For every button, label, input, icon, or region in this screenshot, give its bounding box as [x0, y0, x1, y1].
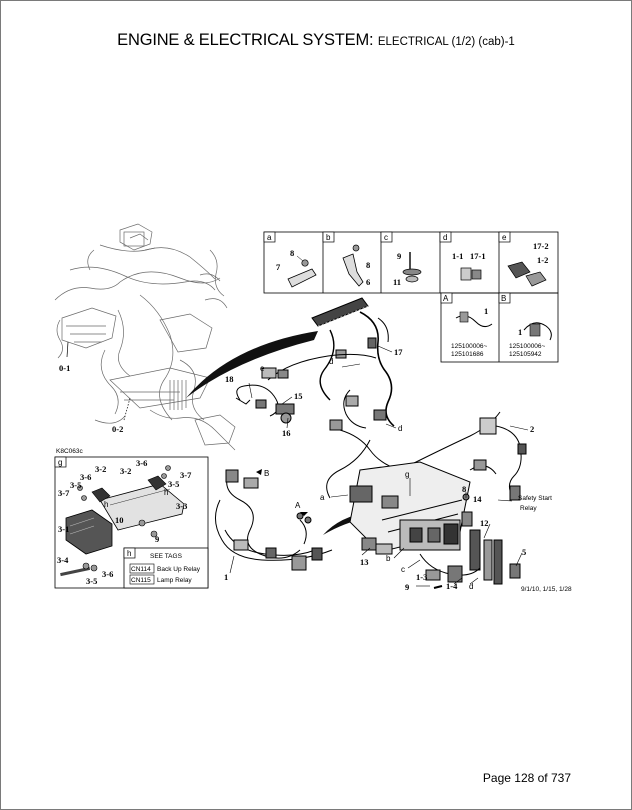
callout-2: 2: [530, 424, 535, 434]
callout-8: 8: [462, 484, 467, 494]
callout-engine-0-1: 0-1: [59, 363, 71, 373]
box-e-part-17-2: 17-2: [533, 241, 549, 251]
callout-1: 1: [224, 572, 229, 582]
box-g-part-3-6a: 3-6: [80, 472, 92, 482]
box-g-part-3-1: 3-1: [58, 524, 70, 534]
arrow-B: [256, 469, 262, 475]
box-g-part-3-3: 3-3: [176, 501, 188, 511]
page-number: Page 128 of 737: [482, 771, 571, 785]
serial-box-B-label: B: [501, 294, 507, 303]
callout-18: 18: [225, 374, 234, 384]
engine-overview: [55, 224, 235, 450]
tag-text-back-up-relay: Back Up Relay: [157, 566, 200, 573]
box-d-part-1-1: 1-1: [452, 251, 464, 261]
box-g-part-3-5b: 3-5: [168, 479, 180, 489]
box-g-tag-h2: h: [164, 488, 169, 497]
callout-d-2: d: [398, 424, 403, 433]
callout-1-4: 1-4: [446, 581, 458, 591]
serial-box-A-serial: 125100006~: [451, 343, 488, 350]
box-g-part-3-7b: 3-7: [180, 470, 192, 480]
tag-text-lamp-relay: Lamp Relay: [157, 577, 192, 584]
callout-B: B: [264, 469, 270, 478]
box-c-label: c: [384, 233, 388, 242]
box-g-part-3-2b: 3-2: [120, 466, 132, 476]
box-g-part-3-6b: 3-6: [136, 458, 148, 468]
box-e-part-1-2: 1-2: [537, 255, 549, 265]
box-g-label: g: [58, 458, 63, 467]
safety-start-line2: Relay: [520, 505, 537, 512]
box-g-part-3-5c: 3-5: [86, 576, 98, 586]
callout-c: c: [401, 565, 405, 574]
callout-15: 15: [294, 391, 303, 401]
box-e-label: e: [502, 233, 507, 242]
box-b-part-6: 6: [366, 277, 371, 287]
callout-1-3: 1-3: [416, 572, 428, 582]
box-g-part-9: 9: [155, 534, 160, 544]
box-a-part-8: 8: [290, 248, 295, 258]
callout-a: a: [320, 493, 325, 502]
see-tags-heading: SEE TAGS: [150, 553, 182, 560]
detail-boxes: [264, 232, 558, 293]
box-g-part-3-5a: 3-5: [70, 480, 82, 490]
main-harness: [215, 298, 526, 588]
box-g-part-3-2a: 3-2: [95, 464, 107, 474]
box-d-label: d: [443, 233, 448, 242]
tag-code-cn114: CN114: [131, 566, 151, 573]
box-g-part-3-4: 3-4: [57, 555, 69, 565]
callout-13: 13: [360, 557, 369, 567]
box-a-part-7: 7: [276, 262, 281, 272]
callout-9: 9: [405, 582, 410, 592]
callout-A: A: [295, 501, 301, 510]
serial-box-B-serial: 125100006~: [509, 343, 546, 350]
safety-start-line1: Safety Start: [518, 495, 552, 502]
callout-d-3: d: [469, 582, 474, 591]
serial-box-A-serial2: 125101686: [451, 351, 484, 358]
box-d-part-17-1: 17-1: [470, 251, 486, 261]
callout-d-1: d: [329, 357, 334, 366]
callout-16: 16: [282, 428, 291, 438]
engine-callouts: [59, 342, 130, 434]
tag-code-cn115: CN115: [131, 577, 151, 584]
callout-14: 14: [473, 494, 482, 504]
box-g-tag-h1: h: [104, 500, 109, 509]
box-g-part-3-6c: 3-6: [102, 569, 114, 579]
callout-5: 5: [522, 547, 527, 557]
box-b-label: b: [326, 233, 331, 242]
title-sub: ELECTRICAL (1/2) (cab)-1: [377, 36, 515, 48]
serial-box-A-part: 1: [484, 306, 489, 316]
box-b-part-8: 8: [366, 260, 371, 270]
serial-boxes: [441, 293, 558, 362]
callout-e: e: [260, 364, 265, 373]
serial-box-A-label: A: [443, 294, 449, 303]
title-main: ENGINE & ELECTRICAL SYSTEM:: [117, 31, 374, 49]
pointer-wedge-top: [186, 331, 318, 398]
callout-b: b: [386, 554, 391, 563]
box-c-part-9: 9: [397, 251, 402, 261]
box-g-part-10: 10: [115, 515, 124, 525]
box-a-label: a: [267, 233, 272, 242]
diagram-code: 9/1/10, 1/15, 1/28: [521, 586, 572, 593]
callout-12: 12: [480, 518, 489, 528]
serial-box-B-serial2: 125105942: [509, 351, 542, 358]
see-tags-label: h: [127, 549, 132, 558]
detail-box-g: [55, 448, 208, 588]
serial-box-B-part: 1: [518, 327, 523, 337]
callout-17: 17: [394, 347, 403, 357]
box-c-part-11: 11: [393, 277, 402, 287]
box-g-part-3-7a: 3-7: [58, 488, 70, 498]
callout-g: g: [405, 470, 410, 479]
callout-engine-0-2: 0-2: [112, 424, 124, 434]
ref-code: K8C063c: [56, 448, 83, 455]
